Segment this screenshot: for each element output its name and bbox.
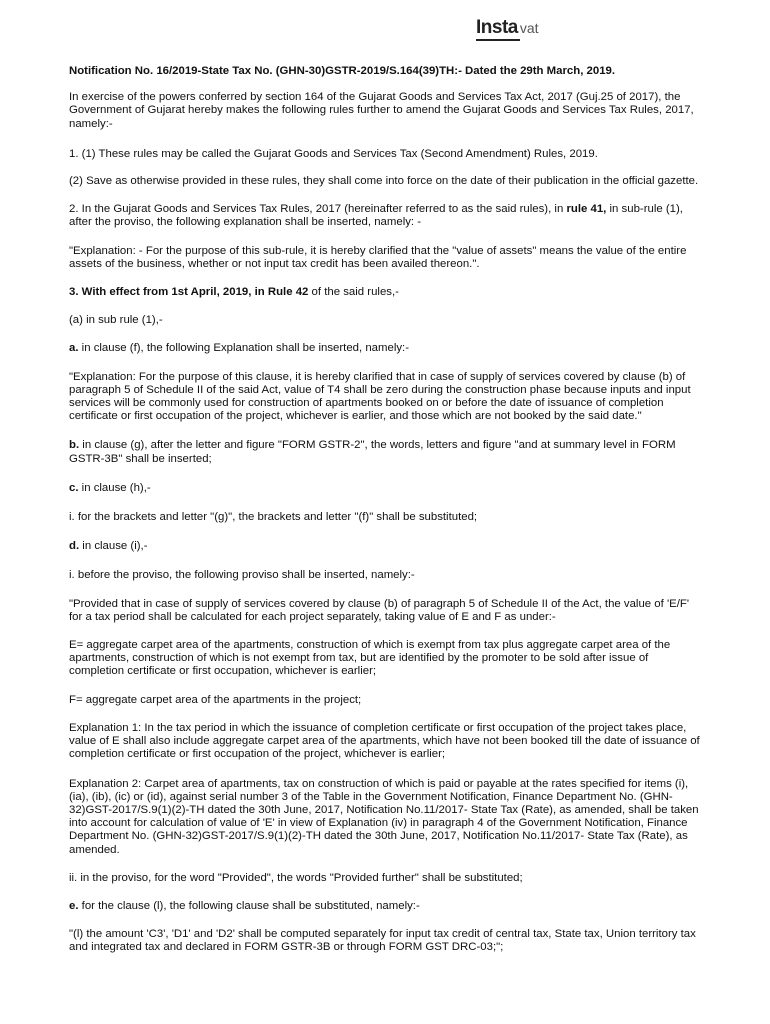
rule-1-paragraph: 1. (1) These rules may be called the Gujarat Goods and Services Tax (Second Amendment) Rules, 2019. (69, 147, 598, 160)
rule-1-2-paragraph: (2) Save as otherwise provided in these rules, they shall come into force on the date of their publication in the official gazette. (69, 175, 699, 188)
explanation-t4-paragraph: "Explanation: For the purpose of this clause, it is hereby clarified that in case of supply of services covered by clause (b) of paragraph 5 of Schedule II of the said Act, value of T4 shall be zero during the construction phase because inputs and input services will be commonly used for construction of apartments booked on or before the date of issuance of completion certificate or first occupation of the project, whichever is earlier, and those which are not booked by the said date." (69, 370, 691, 423)
sub-rule-1-paragraph: (a) in sub rule (1),- (69, 314, 163, 327)
document-body (69, 65, 701, 955)
logo-brand: Insta (476, 17, 518, 38)
clause-c-paragraph (69, 482, 701, 495)
clause-d-paragraph (69, 540, 701, 553)
clause-c-i-paragraph: i. for the brackets and letter "(g)", the brackets and letter "(f)" shall be substituted; (69, 511, 478, 524)
rule-3-bold: 3. With effect from 1st April, 2019, in Rule 42 (69, 286, 309, 299)
clause-d-label: d. (69, 540, 80, 553)
e-definition-paragraph: E= aggregate carpet area of the apartments, construction of which is exempt from tax plus aggregate carpet area of the apartments, construction of which is not exempt from tax, but are identified by the promoter to be sold after issue of completion certificate or first occupation, whichever is earlier; (69, 639, 671, 678)
rule-41-bold: rule 41, (566, 203, 607, 216)
logo-suffix: vat (519, 20, 539, 36)
rule-2-paragraph (69, 203, 701, 229)
clause-a-paragraph (69, 342, 701, 355)
clause-c-text: in clause (h),- (78, 481, 151, 494)
clause-c-label: c. (69, 481, 79, 494)
rule-2-text-pre: 2. In the Gujarat Goods and Services Tax Rules, 2017 (hereinafter referred to as the said rules), in (69, 203, 567, 216)
clause-a-text: in clause (f), the following Explanation shall be inserted, namely:- (78, 342, 410, 355)
f-definition-paragraph: F= aggregate carpet area of the apartments in the project; (69, 693, 362, 706)
clause-e-paragraph (69, 900, 701, 913)
clause-e-label: e. (69, 899, 79, 912)
proviso-paragraph: "Provided that in case of supply of services covered by clause (b) of paragraph 5 of Schedule II of the Act, the value of 'E/F' for a tax period shall be calculated for each project separately, taking value of E and F as under:- (69, 597, 690, 623)
clause-e-text: for the clause (l), the following clause shall be substituted, namely:- (78, 899, 420, 912)
rule-3-paragraph (69, 286, 701, 299)
clause-b-label: b. (69, 439, 80, 452)
intro-paragraph: In exercise of the powers conferred by section 164 of the Gujarat Goods and Services Tax Act, 2017 (Guj.25 of 2017), the Government of Gujarat hereby makes the following rules further to amend the Gujarat Goods and Services Tax Rules, 2017, namely:- (69, 91, 694, 130)
clause-b-text: in clause (g), after the letter and figure "FORM GSTR-2", the words, letters and figure "and at summary level in FORM GSTR-3B" shall be inserted; (69, 439, 676, 465)
clause-l-paragraph: "(l) the amount 'C3', 'D1' and 'D2' shall be computed separately for input tax credit of central tax, State tax, Union territory tax and integrated tax and declared in FORM GSTR-3B or through FORM GST DRC-03;"; (69, 928, 696, 954)
clause-d-text: in clause (i),- (79, 540, 148, 553)
explanation-assets-paragraph: "Explanation: - For the purpose of this sub-rule, it is hereby clarified that the "value of assets" means the value of the entire assets of the business, whether or not input tax credit has been availed thereon.". (69, 244, 687, 270)
explanation-1-paragraph: Explanation 1: In the tax period in which the issuance of completion certificate or first occupation of the project takes place, value of E shall also include aggregate carpet area of the apartments, which have not been booked till the date of issuance of completion certificate or first occupation of the project, whichever is earlier; (69, 721, 700, 761)
notification-title: Notification No. 16/2019-State Tax No. (GHN-30)GSTR-2019/S.164(39)TH:- Dated the 29th March, 2019. (69, 65, 616, 77)
explanation-2-paragraph: Explanation 2: Carpet area of apartments, tax on construction of which is paid or payable at the rates specified for items (i), (ia), (ib), (ic) or (id), against serial number 3 of the Table in the Government Notification, Finance Department No. (GHN-32)GST-2017/S.9(1)(2)-TH dated the 30th June, 2017, Notification No.11/2017- State Tax (Rate), as amended, shall be taken into account for calculation of value of 'E' in view of Explanation (iv) in paragraph 4 of the Government Notification, Finance Department No. (GHN-32)GST-2017/S.9(1)(2)-TH dated the 30th June, 2017, Notification No.11/2017- State Tax (Rate), as amended. (69, 777, 699, 856)
rule-2-text-post: in sub-rule (1), after the proviso, the following explanation shall be inserted, namely: - (69, 203, 683, 229)
clause-d-i-paragraph: i. before the proviso, the following proviso shall be inserted, namely:- (69, 569, 415, 582)
instavat-logo (476, 17, 539, 39)
clause-b-paragraph (69, 439, 701, 465)
clause-a-label: a. (69, 342, 79, 355)
clause-d-ii-paragraph: ii. in the proviso, for the word "Provided", the words "Provided further" shall be substituted; (69, 871, 523, 884)
rule-3-text: of the said rules,- (308, 286, 399, 299)
